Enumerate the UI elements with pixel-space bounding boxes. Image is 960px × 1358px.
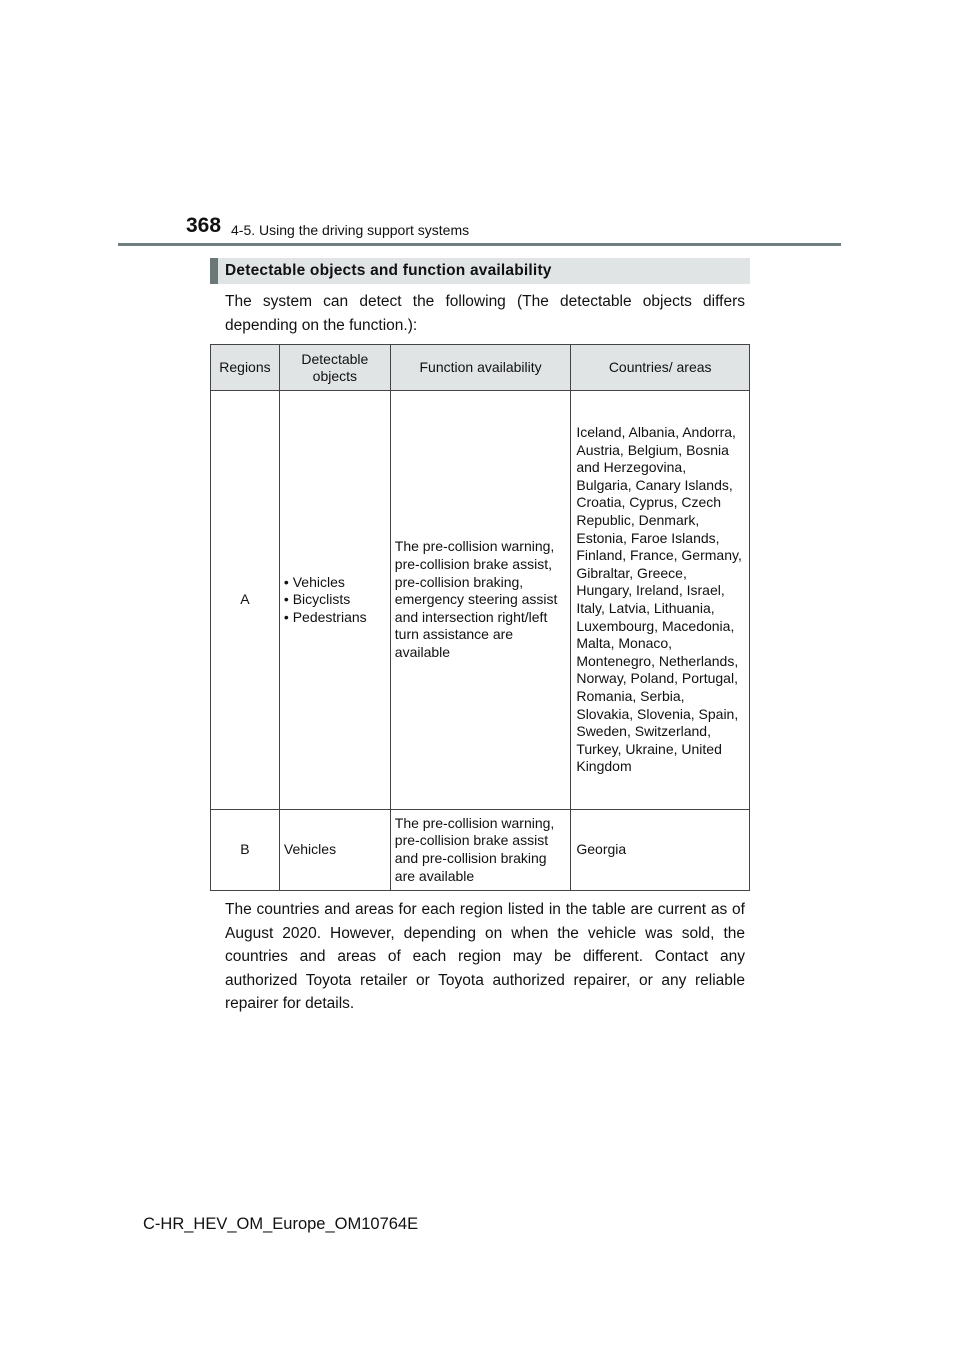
subheading-text: Detectable objects and function availability: [225, 262, 552, 279]
table-row: [211, 810, 750, 891]
intro-paragraph: The system can detect the following (The detectable objects differs depending on the function.):: [225, 293, 745, 334]
header-rule: [118, 243, 841, 246]
subheading-accent: [210, 258, 218, 284]
list-item: • Bicyclists: [284, 591, 390, 609]
column-header-function: Function availability: [390, 345, 571, 391]
table-row: [211, 391, 750, 810]
function-cell: The pre-collision warning, pre-collision brake assist and pre-collision braking are available: [390, 810, 571, 891]
availability-table: [210, 344, 750, 891]
footnote-paragraph: The countries and areas for each region listed in the table are current as of August 2020. However, depending on when the vehicle was sold, the countries and areas of each region may be different. Contact any authorized Toyota retailer or Toyota authorized repairer, or any reliable repairer for details.: [225, 901, 745, 1012]
countries-cell: Georgia: [571, 810, 750, 891]
table-header-row: [211, 345, 750, 391]
list-item: • Pedestrians: [284, 609, 390, 627]
list-item: • Vehicles: [284, 574, 390, 592]
column-header-countries: Countries/ areas: [571, 345, 750, 391]
objects-cell: Vehicles: [279, 810, 390, 891]
document-id: C-HR_HEV_OM_Europe_OM10764E: [143, 1215, 419, 1233]
column-header-objects: Detectable objects: [279, 345, 390, 391]
objects-list: [284, 574, 390, 627]
section-title: 4-5. Using the driving support systems: [231, 222, 470, 238]
function-cell: The pre-collision warning, pre-collision brake assist, pre-collision braking, emergency steering assist and intersection right/left turn assistance are available: [390, 391, 571, 810]
countries-cell: Iceland, Albania, Andorra, Austria, Belgium, Bosnia and Herzegovina, Bulgaria, Canary Islands, Croatia, Cyprus, Czech Republic, Denmark, Estonia, Faroe Islands, Finland, France, Germany, Gibraltar, Greece, Hungary, Ireland, Israel, Italy, Latvia, Lithuania, Luxembourg, Macedonia, Malta, Monaco, Montenegro, Netherlands, Norway, Poland, Portugal, Romania, Serbia, Slovakia, Slovenia, Spain, Sweden, Switzerland, Turkey, Ukraine, United Kingdom: [571, 391, 750, 810]
page-number: 368: [186, 214, 222, 237]
column-header-regions: Regions: [211, 345, 280, 391]
objects-cell: [279, 391, 390, 810]
region-cell: A: [211, 391, 280, 810]
subheading-bar: [210, 258, 750, 284]
region-cell: B: [211, 810, 280, 891]
